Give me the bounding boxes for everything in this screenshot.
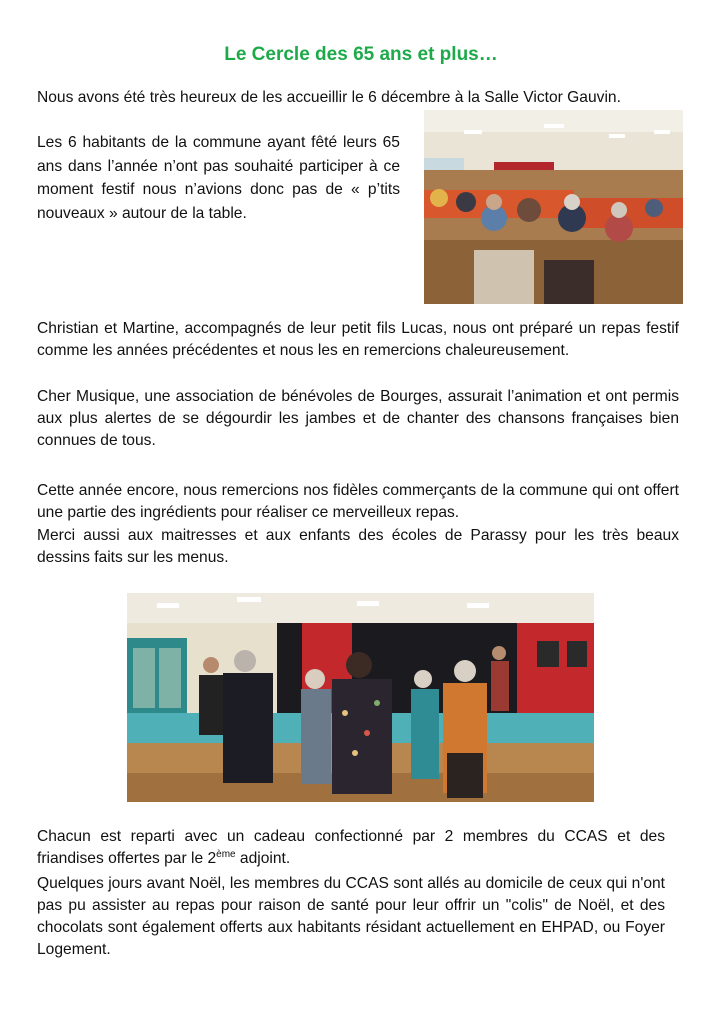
page-title: Le Cercle des 65 ans et plus…: [224, 44, 498, 65]
paragraph-intro: Nous avons été très heureux de les accueillir le 6 décembre à la Salle Victor Gauvin.: [37, 89, 621, 106]
ordinal-suffix: ème: [216, 848, 236, 860]
dancing-photo: [127, 593, 594, 802]
paragraph-new-members: Les 6 habitants de la commune ayant fêté leurs 65 ans dans l’année n’ont pas souhaité participer à ce moment festif nous n’avions donc pas de « p’tits nouveaux » autour de la table.: [37, 134, 400, 222]
paragraph-music: Cher Musique, une association de bénévoles de Bourges, assurait l’animation et ont permis aux plus alertes de se dégourdir les jambes et de chanter des chansons françaises bien connues de tous.: [37, 388, 679, 449]
gifts-text-end: adjoint.: [235, 850, 291, 867]
paragraph-schools: Merci aussi aux maitresses et aux enfants des écoles de Parassy pour les très beaux dessins faits sur les menus.: [37, 527, 679, 566]
paragraph-meal-thanks: Christian et Martine, accompagnés de leur petit fils Lucas, nous ont préparé un repas festif comme les années précédentes et nous les en remercions chaleureusement.: [37, 320, 679, 359]
banquet-hall-photo: [424, 110, 683, 304]
gifts-text: Chacun est reparti avec un cadeau confectionné par 2 membres du CCAS et des friandises offertes par le 2: [37, 828, 665, 867]
paragraph-merchants: Cette année encore, nous remercions nos fidèles commerçants de la commune qui ont offert une partie des ingrédients pour réaliser ce merveilleux repas.: [37, 482, 679, 521]
paragraph-christmas-visits: Quelques jours avant Noël, les membres du CCAS sont allés au domicile de ceux qui n'ont pas pu assister au repas pour raison de santé pour leur offrir un "colis" de Noël, et des chocolats sont également offerts aux habitants résidant actuellement en EHPAD, ou Foyer Logement.: [37, 875, 665, 958]
paragraph-gifts: [37, 826, 665, 870]
